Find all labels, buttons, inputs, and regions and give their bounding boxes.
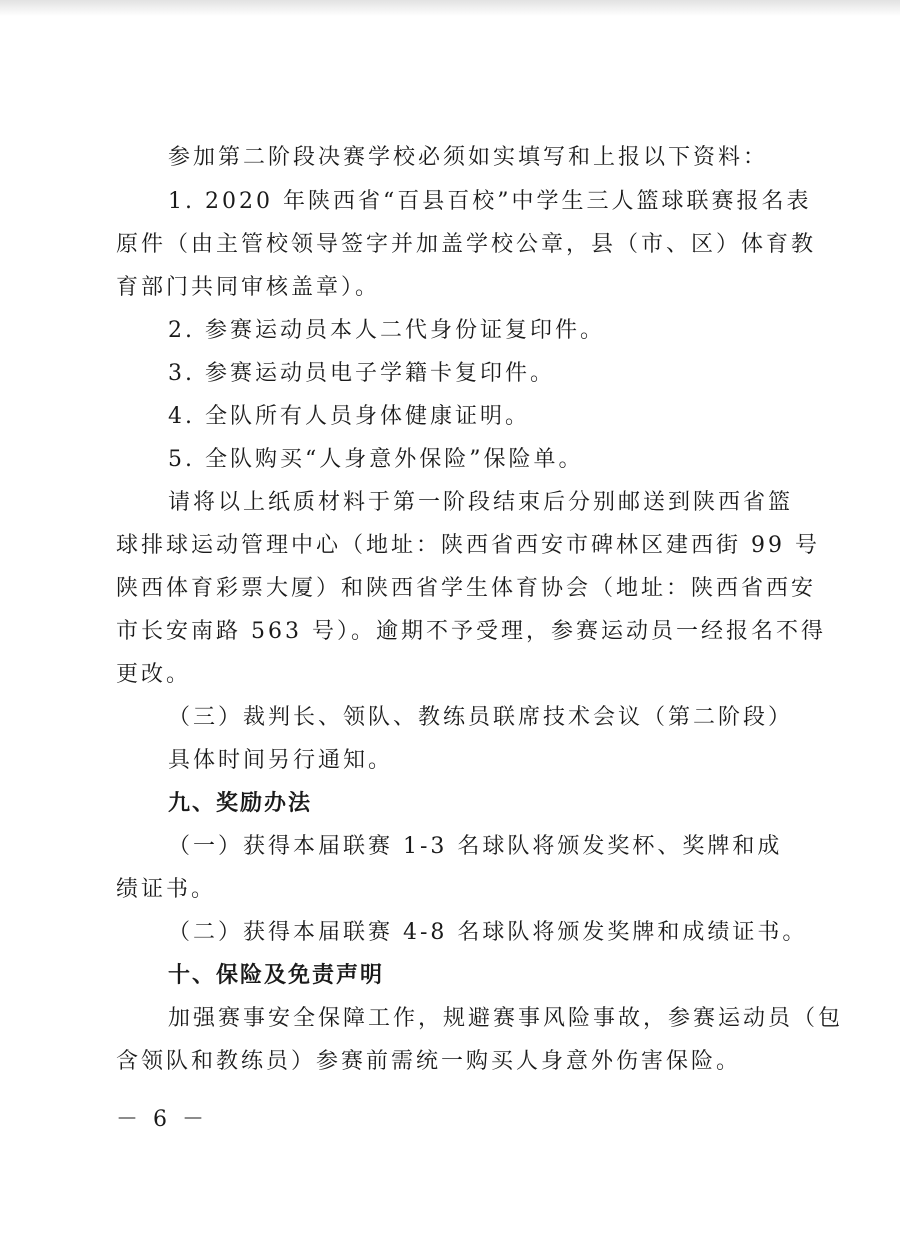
section-10-heading: 十、保险及免责声明 xyxy=(168,963,385,988)
item-3: 3. 参赛运动员电子学籍卡复印件。 xyxy=(168,361,555,386)
mail-paragraph-line-3: 陕西体育彩票大厦）和陕西省学生体育协会（地址：陕西省西安 xyxy=(116,576,817,601)
item-4: 4. 全队所有人员身体健康证明。 xyxy=(168,404,530,429)
mail-paragraph-line-2: 球排球运动管理中心（地址：陕西省西安市碑林区建西街 99 号 xyxy=(116,533,820,558)
section-9-heading: 九、奖励办法 xyxy=(168,791,313,816)
award-1-line-1: （一）获得本届联赛 1-3 名球队将颁发奖杯、奖牌和成 xyxy=(168,834,783,859)
mail-paragraph-line-4: 市长安南路 563 号）。逾期不予受理，参赛运动员一经报名不得 xyxy=(116,619,826,644)
item-2: 2. 参赛运动员本人二代身份证复印件。 xyxy=(168,318,605,343)
mail-paragraph-line-5: 更改。 xyxy=(116,662,192,687)
item-1-line-3: 育部门共同审核盖章）。 xyxy=(116,275,381,300)
item-1-line-1: 1. 2020 年陕西省“百县百校”中学生三人篮球联赛报名表 xyxy=(168,189,812,214)
intro-paragraph: 参加第二阶段决赛学校必须如实填写和上报以下资料： xyxy=(168,145,769,170)
award-2: （二）获得本届联赛 4-8 名球队将颁发奖牌和成绩证书。 xyxy=(168,920,808,945)
insurance-line-2: 含领队和教练员）参赛前需统一购买人身意外伤害保险。 xyxy=(116,1049,742,1074)
page-number: － 6 － xyxy=(116,1107,208,1132)
item-5: 5. 全队购买“人身意外保险”保险单。 xyxy=(168,447,584,472)
insurance-line-1: 加强赛事安全保障工作，规避赛事风险事故，参赛运动员（包 xyxy=(168,1006,844,1031)
item-1-line-2: 原件（由主管校领导签字并加盖学校公章，县（市、区）体育教 xyxy=(116,232,817,257)
meeting-body: 具体时间另行通知。 xyxy=(168,748,394,773)
meeting-title: （三）裁判长、领队、教练员联席技术会议（第二阶段） xyxy=(168,705,794,730)
mail-paragraph-line-1: 请将以上纸质材料于第一阶段结束后分别邮送到陕西省篮 xyxy=(168,490,794,515)
award-1-line-2: 绩证书。 xyxy=(116,877,217,902)
